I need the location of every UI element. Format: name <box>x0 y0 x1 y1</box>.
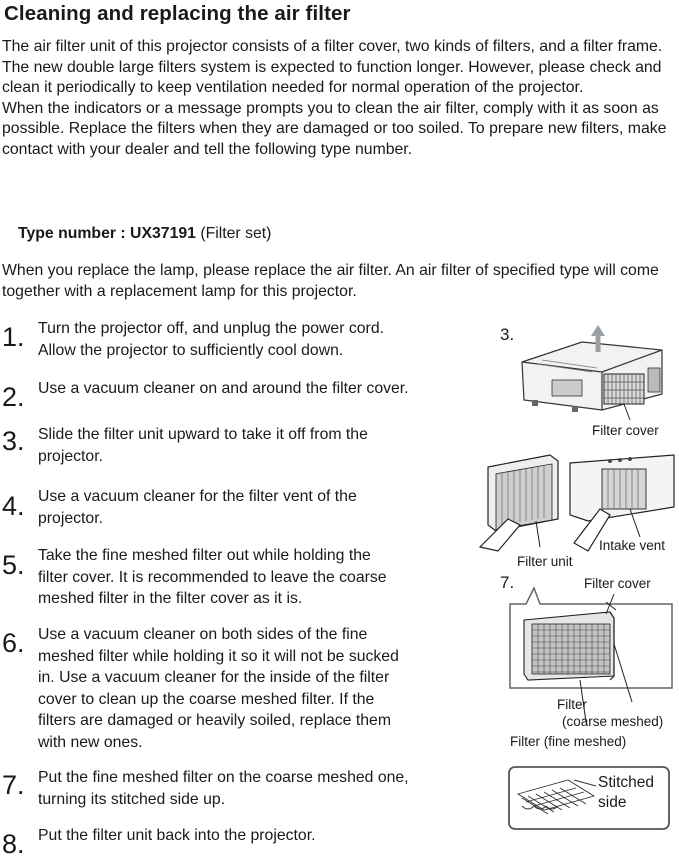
lamp-note: When you replace the lamp, please replace the air filter. An air filter of specified type will come together with a replacement lamp for this projector. <box>2 262 659 300</box>
step-number: 3. <box>2 426 25 456</box>
step-line: filters are damaged or heavily soiled, replace them <box>38 712 391 729</box>
step-text <box>38 624 478 753</box>
step-line: Use a vacuum cleaner for the filter vent of the <box>38 488 357 505</box>
step-line: Put the fine meshed filter on the coarse meshed one, <box>38 769 409 786</box>
step-number: 8. <box>2 829 25 859</box>
stitched-label: Stitched <box>598 774 655 791</box>
page-title: Cleaning and replacing the air filter <box>4 2 351 25</box>
type-number-suffix: (Filter set) <box>195 225 272 242</box>
fine-meshed-label: Filter (fine meshed) <box>510 734 627 749</box>
step-text <box>38 486 478 529</box>
step-text <box>38 545 478 610</box>
step-line: turning its stitched side up. <box>38 790 226 808</box>
filter-cover-7-label: Filter cover <box>584 576 651 591</box>
figure-3-label: 3. <box>500 325 515 344</box>
step-line: Turn the projector off, and unplug the power cord. <box>38 320 384 337</box>
step-text <box>38 424 478 467</box>
step-line: Put the filter unit back into the projector. <box>38 827 316 844</box>
step-line: Take the fine meshed filter out while holding the <box>38 547 371 564</box>
step-number: 1. <box>2 322 25 352</box>
coarse-meshed-label: (coarse meshed) <box>562 714 664 729</box>
step-number: 5. <box>2 550 25 580</box>
step-number: 2. <box>2 382 25 412</box>
type-number-line <box>18 225 271 243</box>
step-line: Allow the projector to sufficiently cool down. <box>38 341 344 359</box>
step-line: Slide the filter unit upward to take it off from the <box>38 426 368 443</box>
projector-illustration <box>512 322 670 422</box>
type-number-label: Type number : UX37191 <box>18 225 196 242</box>
step-line: filter cover. It is recommended to leave the coarse <box>38 568 387 586</box>
filter-assembly-illustration <box>506 584 676 734</box>
filter-unit-label: Filter unit <box>517 554 573 569</box>
step-line: meshed filter in the filter cover as it is. <box>38 590 303 607</box>
step-line: with new ones. <box>38 733 143 751</box>
step-line: Use a vacuum cleaner on both sides of the fine <box>38 626 368 643</box>
step-text <box>38 378 478 400</box>
intro-paragraph-2: When the indicators or a message prompts you to clean the air filter, comply with it as soon as possible. Replace the filters when they are damaged or too soiled. To prepare new filters, make contact with your dealer and tell the following type number. <box>2 99 667 158</box>
side-label: side <box>598 794 627 811</box>
step-number: 6. <box>2 628 25 658</box>
step-line: projector. <box>38 509 103 527</box>
step-line: in. Use a vacuum cleaner for the inside of the filter <box>38 669 390 686</box>
step-line: meshed filter while holding it so it will not be sucked <box>38 647 399 665</box>
step-text <box>38 318 478 361</box>
step-number: 7. <box>2 770 25 800</box>
step-text <box>38 825 478 847</box>
intro-paragraph-1: The air filter unit of this projector consists of a filter cover, two kinds of filters, and a filter frame. The new double large filters system is expected to function longer. However, please check and clean it periodically to keep ventilation needed for normal operation of the projector. <box>2 38 663 96</box>
intake-vent-label: Intake vent <box>599 538 666 553</box>
figure-7-label: 7. <box>500 573 515 592</box>
step-line: Use a vacuum cleaner on and around the filter cover. <box>38 380 409 397</box>
step-number: 4. <box>2 491 25 521</box>
step-text <box>38 767 478 810</box>
filter-label: Filter <box>557 697 587 712</box>
step-line: cover to clean up the coarse meshed filter. If the <box>38 690 375 708</box>
step-line: projector. <box>38 447 103 465</box>
filter-cover-label: Filter cover <box>592 423 659 438</box>
intro-text <box>2 37 674 160</box>
